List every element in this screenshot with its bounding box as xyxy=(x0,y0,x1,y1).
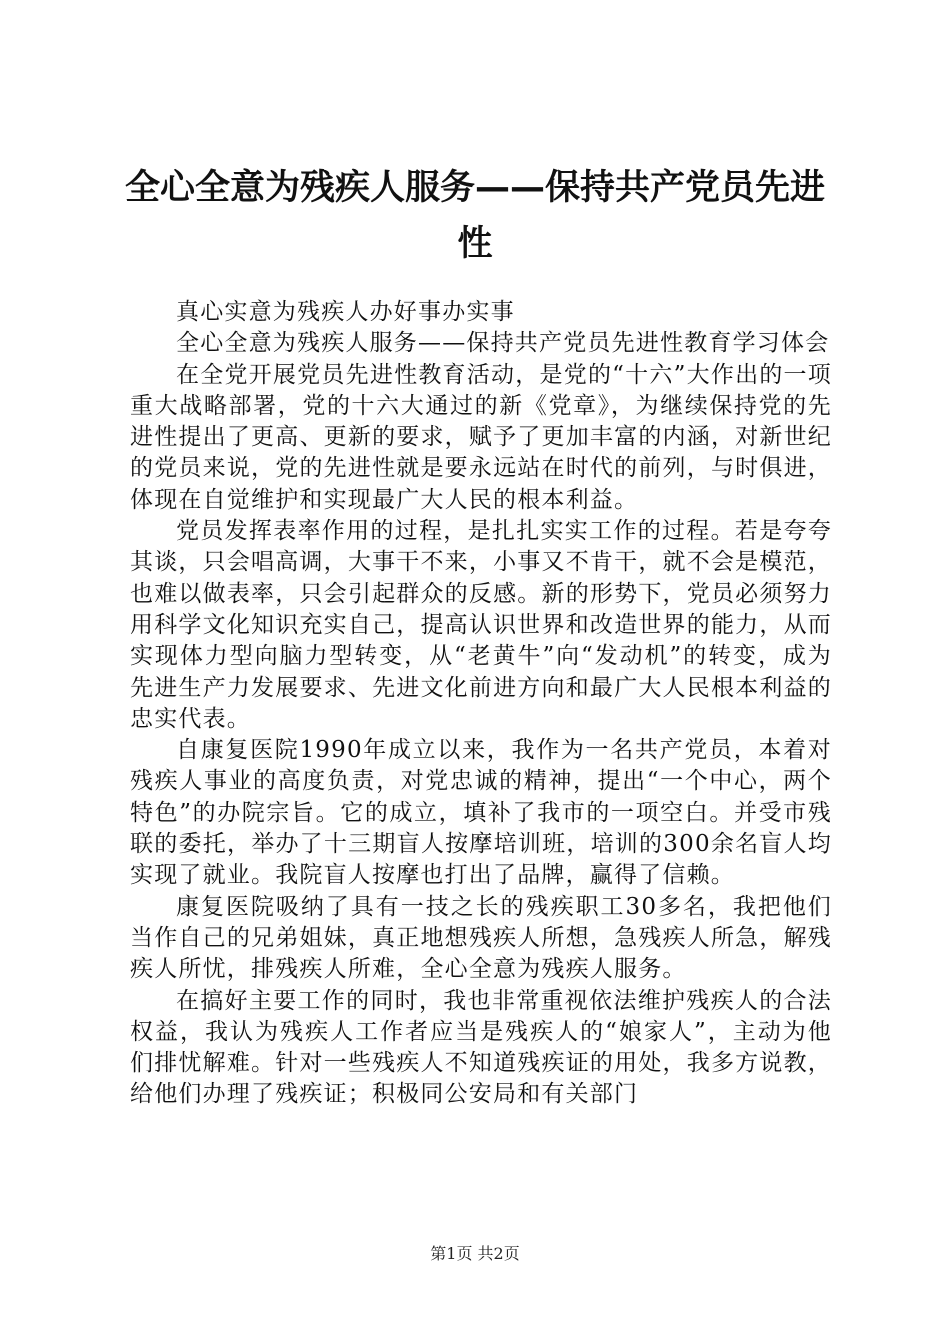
document-body xyxy=(130,297,832,1111)
document-title: 全心全意为残疾人服务——保持共产党员先进性 xyxy=(124,168,825,264)
paragraph-subtitle: 真心实意为残疾人办好事办实事 xyxy=(176,299,515,325)
paragraph: 党员发挥表率作用的过程，是扎扎实实工作的过程。若是夸夸其谈，只会唱高调，大事干不来，小事又不肯干，就不会是模范，也难以做表率，只会引起群众的反感。新的形势下，党员必须努力用科学文化知识充实自己，提高认识世界和改造世界的能力，从而实现体力型向脑力型转变，从“老黄牛”向“发动机”的转变，成为先进生产力发展要求、先进文化前进方向和最广大人民根本利益的忠实代表。 xyxy=(130,518,832,732)
paragraph-heading: 全心全意为残疾人服务——保持共产党员先进性教育学习体会 xyxy=(176,330,830,357)
paragraph: 在全党开展党员先进性教育活动，是党的“十六”大作出的一项重大战略部署，党的十六大通过的新《党章》，为继续保持党的先进性提出了更高、更新的要求，赋予了更加丰富的内涵，对新世纪的党员来说，党的先进性就是要永远站在时代的前列，与时俱进，体现在自觉维护和实现最广大人民的根本利益。 xyxy=(130,361,832,513)
paragraph: 在搞好主要工作的同时，我也非常重视依法维护残疾人的合法权益，我认为残疾人工作者应当是残疾人的“娘家人”，主动为他们排忧解难。针对一些残疾人不知道残疾证的用处，我多方说教，给他们办理了残疾证；积极同公安局和有关部门 xyxy=(130,987,832,1108)
paragraph: 自康复医院1990年成立以来，我作为一名共产党员，本着对残疾人事业的高度负责，对党忠诚的精神，提出“一个中心，两个特色”的办院宗旨。它的成立，填补了我市的一项空白。并受市残联的委托，举办了十三期盲人按摩培训班，培训的300余名盲人均实现了就业。我院盲人按摩也打出了品牌，赢得了信赖。 xyxy=(130,737,832,889)
paragraph: 康复医院吸纳了具有一技之长的残疾职工30多名，我把他们当作自己的兄弟姐妹，真正地想残疾人所想，急残疾人所急，解残疾人所忧，排残疾人所难，全心全意为残疾人服务。 xyxy=(130,893,832,983)
page-footer: 第1页 共2页 xyxy=(430,1244,520,1263)
